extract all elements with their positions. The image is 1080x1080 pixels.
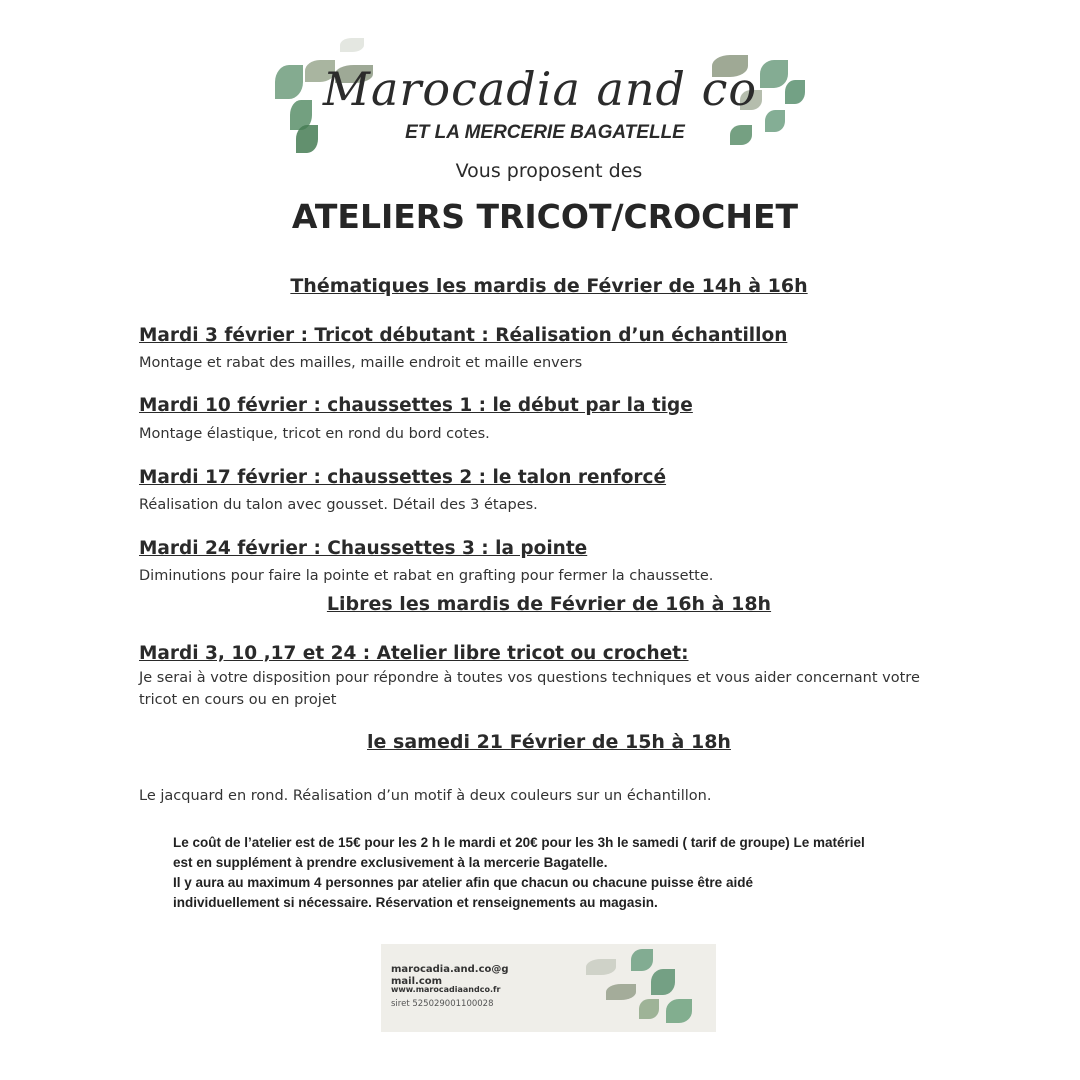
note-line: individuellement si nécessaire. Réservation et renseignements au magasin. (173, 895, 658, 910)
section-heading-libre: Libres les mardis de Février de 16h à 18h (326, 593, 772, 615)
section-heading-samedi: le samedi 21 Février de 15h à 18h (367, 731, 731, 753)
workshop-title: Mardi 24 février : Chaussettes 3 : la pointe (139, 538, 588, 559)
workshop-title: Mardi 3 février : Tricot débutant : Réalisation d’un échantillon (139, 325, 788, 346)
workshop-title: Mardi 3, 10 ,17 et 24 : Atelier libre tricot ou crochet: (139, 643, 689, 664)
section-heading-themes: Thématiques les mardis de Février de 14h à 16h (290, 275, 808, 297)
workshop-title: Mardi 10 février : chaussettes 1 : le début par la tige (139, 395, 693, 416)
pricing-note (173, 833, 933, 913)
note-line: Il y aura au maximum 4 personnes par atelier afin que chacun ou chacune puisse être aidé (173, 875, 753, 890)
workshop-title: Mardi 17 février : chaussettes 2 : le talon renforcé (139, 467, 667, 488)
note-line: est en supplément à prendre exclusivement à la mercerie Bagatelle. (173, 855, 608, 870)
contact-email[interactable]: marocadia.and.co@g (391, 964, 509, 975)
siret-number: siret 525029001100028 (391, 999, 494, 1009)
contact-email-cont[interactable]: mail.com (391, 976, 443, 987)
workshop-description: Montage et rabat des mailles, maille endroit et maille envers (139, 355, 583, 371)
brand-logo: Marocadia and co (322, 62, 758, 116)
workshop-description: Je serai à votre disposition pour répondre à toutes vos questions techniques et vous aider concernant votre tricot en cours ou en projet (139, 670, 920, 708)
page-title: ATELIERS TRICOT/CROCHET (291, 197, 799, 236)
intro-text: Vous proposent des (455, 160, 643, 182)
contact-card (381, 944, 716, 1032)
contact-website[interactable]: www.marocadiaandco.fr (391, 985, 501, 994)
workshop-description: Le jacquard en rond. Réalisation d’un motif à deux couleurs sur un échantillon. (139, 788, 712, 804)
note-line: Le coût de l’atelier est de 15€ pour les 2 h le mardi et 20€ pour les 3h le samedi ( tarif de groupe) Le matériel (173, 835, 865, 850)
workshop-description: Réalisation du talon avec gousset. Détail des 3 étapes. (139, 497, 538, 513)
workshop-description: Diminutions pour faire la pointe et rabat en grafting pour fermer la chaussette. (139, 568, 714, 584)
brand-subtitle: ET LA MERCERIE BAGATELLE (405, 122, 685, 143)
workshop-description: Montage élastique, tricot en rond du bord cotes. (139, 426, 490, 442)
